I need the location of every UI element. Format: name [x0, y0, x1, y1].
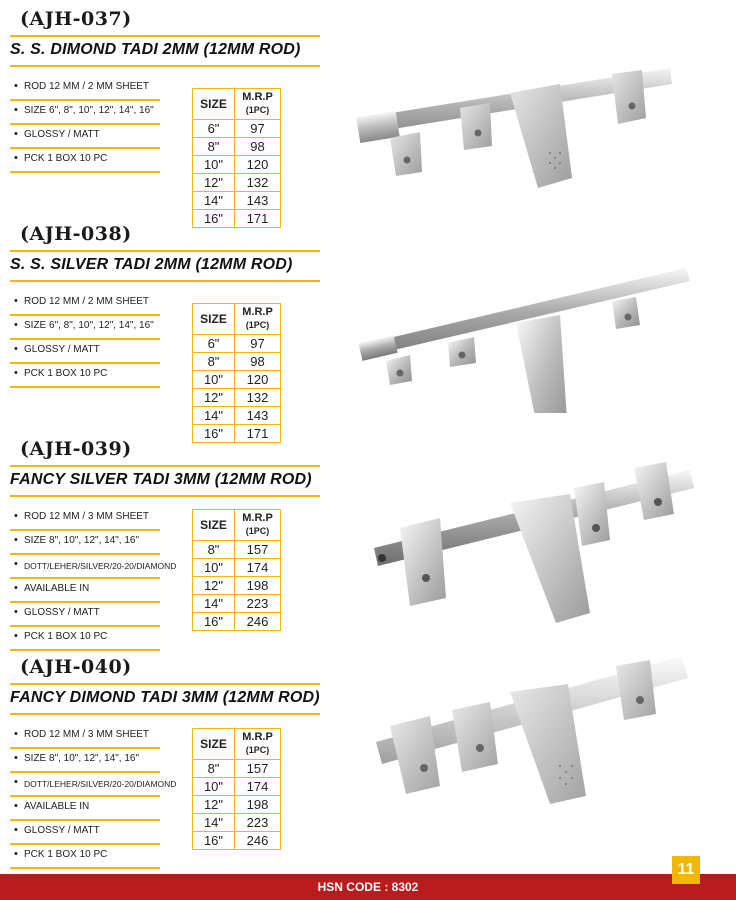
price-table: [192, 303, 281, 443]
page-number: 11: [672, 856, 700, 884]
table-row: 16" 171: [193, 210, 281, 228]
feature-list: [10, 507, 177, 651]
table-row: 14" 223: [193, 814, 281, 832]
feature-list: [10, 725, 177, 869]
mrp-header: M.R.P (1PC): [235, 729, 281, 760]
table-row: 8" 157: [193, 541, 281, 559]
table-row: 14" 143: [193, 192, 281, 210]
product-title-bar: [10, 465, 320, 497]
table-row: 12" 198: [193, 577, 281, 595]
size-header: SIZE: [193, 510, 235, 541]
price-table: [192, 88, 281, 228]
size-header: SIZE: [193, 89, 235, 120]
feature-list: [10, 77, 160, 173]
product-title: FANCY SILVER TADI 3MM (12MM ROD): [10, 471, 312, 488]
product-title-bar: [10, 683, 320, 715]
product-title-bar: [10, 250, 320, 282]
table-row: 8" 157: [193, 760, 281, 778]
product-section-ajh-040: [0, 656, 736, 871]
feature-item: • ROD 12 MM / 2 MM SHEET: [10, 77, 160, 101]
feature-item: • DOTT/LEHER/SILVER/20-20/DIAMOND: [10, 555, 160, 579]
feature-list: [10, 292, 160, 388]
feature-item: • SIZE 8", 10", 12", 14", 16": [10, 531, 160, 555]
product-title: FANCY DIMOND TADI 3MM (12MM ROD): [10, 689, 320, 706]
door-latch-image: [350, 48, 730, 198]
hsn-code: HSN CODE : 8302: [317, 880, 419, 894]
feature-item: • ROD 12 MM / 2 MM SHEET: [10, 292, 160, 316]
size-header: SIZE: [193, 729, 235, 760]
product-code: (AJH-038): [20, 223, 132, 245]
product-section-ajh-039: [0, 438, 736, 658]
product-section-ajh-038: [0, 223, 736, 441]
feature-item: • AVAILABLE IN: [10, 579, 160, 603]
mrp-header: M.R.P (1PC): [235, 304, 281, 335]
table-row: 12" 132: [193, 389, 281, 407]
table-row: 10" 174: [193, 559, 281, 577]
mrp-header: M.R.P (1PC): [235, 89, 281, 120]
product-title: S. S. SILVER TADI 2MM (12MM ROD): [10, 256, 293, 273]
mrp-header: M.R.P (1PC): [235, 510, 281, 541]
table-row: 10" 120: [193, 156, 281, 174]
table-row: 8" 98: [193, 138, 281, 156]
product-code: (AJH-039): [20, 438, 132, 460]
feature-item: • PCK 1 BOX 10 PC: [10, 845, 160, 869]
feature-item: • ROD 12 MM / 3 MM SHEET: [10, 725, 160, 749]
feature-item: • PCK 1 BOX 10 PC: [10, 364, 160, 388]
feature-item: • AVAILABLE IN: [10, 797, 160, 821]
feature-item: • ROD 12 MM / 3 MM SHEET: [10, 507, 160, 531]
product-title-bar: [10, 35, 320, 67]
product-section-ajh-037: [0, 8, 736, 226]
door-latch-image: [350, 263, 730, 413]
table-row: 6" 97: [193, 335, 281, 353]
table-row: 14" 223: [193, 595, 281, 613]
feature-item: • GLOSSY / MATT: [10, 821, 160, 845]
feature-item: • SIZE 6", 8", 10", 12", 14", 16": [10, 101, 160, 125]
feature-item: • GLOSSY / MATT: [10, 340, 160, 364]
table-row: 10" 120: [193, 371, 281, 389]
feature-item: • GLOSSY / MATT: [10, 125, 160, 149]
table-row: 10" 174: [193, 778, 281, 796]
table-row: 12" 132: [193, 174, 281, 192]
product-code: (AJH-040): [20, 656, 132, 678]
footer-bar: [0, 874, 736, 900]
table-row: 16" 246: [193, 613, 281, 631]
feature-item: • DOTT/LEHER/SILVER/20-20/DIAMOND: [10, 773, 160, 797]
price-table: [192, 728, 281, 850]
product-code: (AJH-037): [20, 8, 132, 30]
feature-item: • SIZE 8", 10", 12", 14", 16": [10, 749, 160, 773]
size-header: SIZE: [193, 304, 235, 335]
feature-item: • GLOSSY / MATT: [10, 603, 160, 627]
table-row: 8" 98: [193, 353, 281, 371]
door-latch-image: [370, 656, 700, 816]
door-latch-image: [360, 448, 700, 628]
table-row: 16" 171: [193, 425, 281, 443]
feature-item: • SIZE 6", 8", 10", 12", 14", 16": [10, 316, 160, 340]
feature-item: • PCK 1 BOX 10 PC: [10, 627, 160, 651]
feature-item: • PCK 1 BOX 10 PC: [10, 149, 160, 173]
table-row: 14" 143: [193, 407, 281, 425]
table-row: 6" 97: [193, 120, 281, 138]
table-row: 12" 198: [193, 796, 281, 814]
price-table: [192, 509, 281, 631]
product-title: S. S. DIMOND TADI 2MM (12MM ROD): [10, 41, 301, 58]
table-row: 16" 246: [193, 832, 281, 850]
